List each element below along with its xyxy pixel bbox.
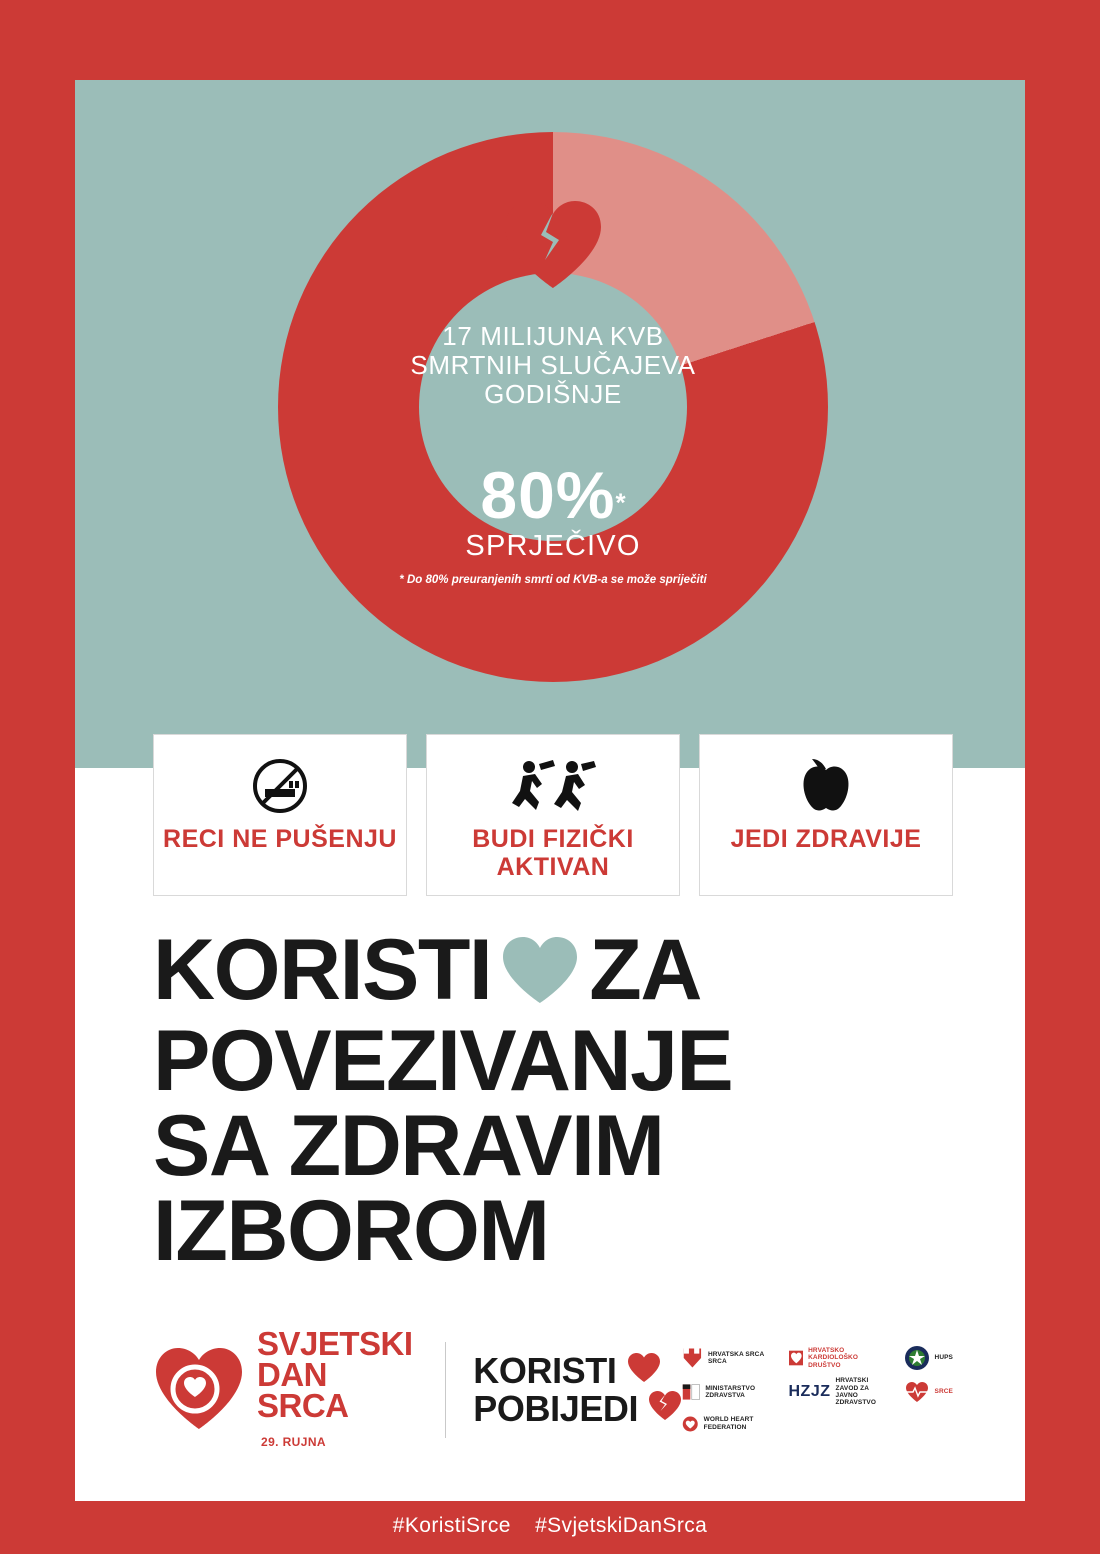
partner-logo-2[interactable]: [789, 1347, 890, 1369]
hzjz-sub-label: HRVATSKI ZAVOD ZA JAVNO ZDRAVSTVO: [835, 1377, 877, 1407]
card-label: RECI NE PUŠENJU: [163, 825, 397, 853]
percent-value: 80%: [480, 458, 616, 532]
physical-activity-icon: [509, 757, 597, 815]
hashtags: [0, 1514, 1100, 1538]
headline-line-3: SA ZDRAVIM: [153, 1098, 664, 1195]
card-label: BUDI FIZIČKI AKTIVAN: [472, 825, 634, 881]
apple-icon: [796, 757, 856, 815]
headline: [153, 922, 953, 1280]
donut-center-text: 17 MILIJUNA KVB SMRTNIH SLUČAJEVA GODIŠNJE: [410, 321, 696, 410]
partner-logo-4[interactable]: [682, 1380, 774, 1404]
partner-logo-6[interactable]: [904, 1380, 953, 1404]
partner-label: MINISTARSTVO ZDRAVSTVA: [705, 1384, 756, 1399]
broken-heart-small-icon: [648, 1390, 682, 1428]
hzjz-label: HZJZ: [788, 1383, 831, 1400]
hashtag-svjetskidansrca[interactable]: #SvjetskiDanSrca: [535, 1514, 708, 1537]
footer-divider: [445, 1342, 446, 1438]
whd-date: 29. RUJNA: [261, 1435, 326, 1450]
slogan-line-1: KORISTI: [473, 1349, 617, 1391]
teal-panel: [75, 80, 1025, 768]
headline-word-za: ZA: [589, 922, 701, 1018]
donut-chart: [278, 132, 828, 682]
hashtag-koristisrce[interactable]: #KoristiSrce: [392, 1514, 511, 1537]
partner-logo-1[interactable]: [682, 1345, 774, 1371]
campaign-slogan: [473, 1349, 682, 1429]
partner-logos: [682, 1345, 953, 1435]
percent-footnote: * Do 80% preuranjenih smrti od KVB-a se može spriječiti: [399, 574, 707, 586]
heart-filled-icon: [627, 1352, 661, 1390]
heart-logo-icon: [153, 1345, 245, 1436]
partner-logo-whf[interactable]: [682, 1413, 774, 1435]
card-label: JEDI ZDRAVIJE: [730, 825, 922, 853]
percent-asterisk: *: [615, 487, 626, 518]
whd-line-1: SVJETSKI: [257, 1324, 413, 1362]
slogan-row-1: [473, 1349, 682, 1391]
partner-label: HRVATSKO KARDIOLOŠKO DRUŠTVO: [808, 1346, 858, 1369]
slogan-row-2: [473, 1390, 682, 1428]
advice-cards: [153, 734, 953, 896]
partner-label: HUPS: [934, 1354, 953, 1362]
poster: [75, 80, 1025, 1501]
heart-icon: [501, 934, 579, 1019]
card-healthy-eating[interactable]: [699, 734, 953, 896]
prevention-stat: [343, 458, 763, 587]
partner-logo-hzjz[interactable]: [789, 1377, 890, 1407]
whd-line-3: SRCA: [257, 1387, 349, 1424]
whd-line-2: DAN: [257, 1355, 327, 1393]
partner-label: SRCE: [934, 1388, 953, 1396]
headline-line-4: IZBOROM: [153, 1183, 549, 1280]
no-smoking-icon: [251, 757, 309, 815]
card-no-smoking[interactable]: [153, 734, 407, 896]
broken-heart-icon: [501, 198, 605, 295]
footer-band: [153, 1325, 953, 1455]
partner-logo-3[interactable]: [904, 1345, 953, 1371]
headline-line-1: [153, 922, 953, 1019]
partner-label: WORLD HEART FEDERATION: [703, 1416, 754, 1431]
slogan-line-2: POBIJEDI: [473, 1388, 639, 1429]
world-heart-day-logo[interactable]: [153, 1324, 439, 1452]
percent-subtitle: SPRJEČIVO: [465, 530, 641, 562]
headline-word-koristi: KORISTI: [153, 922, 492, 1018]
partner-label: HRVATSKA SRCA SRCA: [707, 1350, 765, 1366]
card-physical-activity[interactable]: [426, 734, 680, 896]
headline-line-2: POVEZIVANJE: [153, 1013, 733, 1110]
world-heart-day-text: [257, 1324, 413, 1452]
